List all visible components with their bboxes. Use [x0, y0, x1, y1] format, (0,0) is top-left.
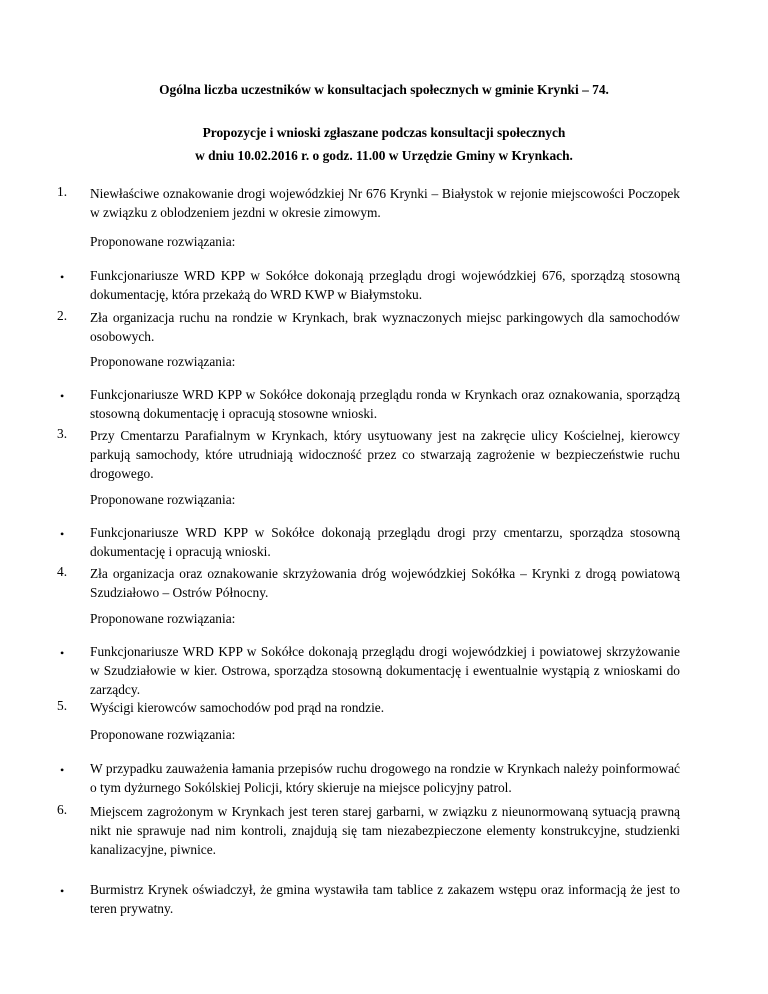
meeting-date-heading: w dniu 10.02.2016 r. o godz. 11.00 w Urzędzie Gminy w Krynkach.	[195, 148, 573, 163]
participants-summary-heading: Ogólna liczba uczestników w konsultacjach społecznych w gminie Krynki – 74.	[159, 82, 609, 97]
item-issue-text: Niewłaściwe oznakowanie drogi wojewódzkiej Nr 676 Krynki – Białystok w rejonie miejscowości Poczopek w związku z oblodzeniem jezdni w okresie zimowym.	[90, 186, 680, 220]
bullet-icon: •	[60, 270, 65, 284]
item-number: 5.	[57, 698, 68, 713]
item-issue-text: Przy Cmentarzu Parafialnym w Krynkach, który usytuowany jest na zakręcie ulicy Kościelnej, kierowcy parkują samochody, które utrudniają widoczność przez co stwarzają zagrożenie w bezpieczeństwie ruchu drogowego.	[90, 428, 680, 481]
item-solution-text: Funkcjonariusze WRD KPP w Sokółce dokonają przeglądu drogi wojewódzkiej i powiatowej skrzyżowanie w Szudziałowie w kier. Ostrowa, sporządza stosowną dokumentację i ewentualnie wystąpią z wnioskami do zarządcy.	[90, 644, 680, 697]
item-number: 3.	[57, 426, 68, 441]
item-issue-text: Zła organizacja ruchu na rondzie w Krynkach, brak wyznaczonych miejsc parkingowych dla samochodów osobowych.	[90, 310, 680, 344]
solutions-label: Proponowane rozwiązania:	[90, 727, 236, 742]
bullet-icon: •	[60, 763, 65, 777]
item-issue-text: Wyścigi kierowców samochodów pod prąd na rondzie.	[90, 700, 385, 715]
item-solution-text: W przypadku zauważenia łamania przepisów ruchu drogowego na rondzie w Krynkach należy poinformować o tym dyżurnego Sokólskiej Policji, który skieruje na miejsce policyjny patrol.	[90, 761, 680, 795]
item-solution-text: Funkcjonariusze WRD KPP w Sokółce dokonają przeglądu drogi wojewódzkiej 676, sporządzą stosowną dokumentację, która przekażą do WRD KWP w Białymstoku.	[90, 268, 680, 302]
item-number: 2.	[57, 308, 68, 323]
bullet-icon: •	[60, 389, 65, 403]
bullet-icon: •	[60, 527, 65, 541]
item-issue-text: Zła organizacja oraz oznakowanie skrzyżowania dróg wojewódzkiej Sokółka – Krynki z drogą powiatową Szudziałowo – Ostrów Północny.	[90, 566, 680, 600]
proposals-heading: Propozycje i wnioski zgłaszane podczas konsultacji społecznych	[202, 125, 566, 140]
item-solution-text: Funkcjonariusze WRD KPP w Sokółce dokonają przeglądu drogi przy cmentarzu, sporządza stosowną dokumentację i opracują wnioski.	[90, 525, 680, 559]
bullet-icon: •	[60, 884, 65, 898]
item-number: 4.	[57, 564, 68, 579]
solutions-label: Proponowane rozwiązania:	[90, 611, 236, 626]
item-number: 6.	[57, 802, 68, 817]
solutions-label: Proponowane rozwiązania:	[90, 234, 236, 249]
item-solution-text: Burmistrz Krynek oświadczył, że gmina wystawiła tam tablice z zakazem wstępu oraz informacją że jest to teren prywatny.	[90, 882, 680, 916]
solutions-label: Proponowane rozwiązania:	[90, 492, 236, 507]
solutions-label: Proponowane rozwiązania:	[90, 354, 236, 369]
bullet-icon: •	[60, 646, 65, 660]
item-issue-text: Miejscem zagrożonym w Krynkach jest teren starej garbarni, w związku z nieunormowaną sytuacją prawną nikt nie sprawuje nad nim kontroli, znajdują się tam niezabezpieczone elementy konstrukcyjne, studzienki kanalizacyjne, piwnice.	[90, 804, 680, 857]
item-number: 1.	[57, 184, 68, 199]
item-solution-text: Funkcjonariusze WRD KPP w Sokółce dokonają przeglądu ronda w Krynkach oraz oznakowania, sporządzą stosowną dokumentację i opracują stosowne wnioski.	[90, 387, 680, 421]
